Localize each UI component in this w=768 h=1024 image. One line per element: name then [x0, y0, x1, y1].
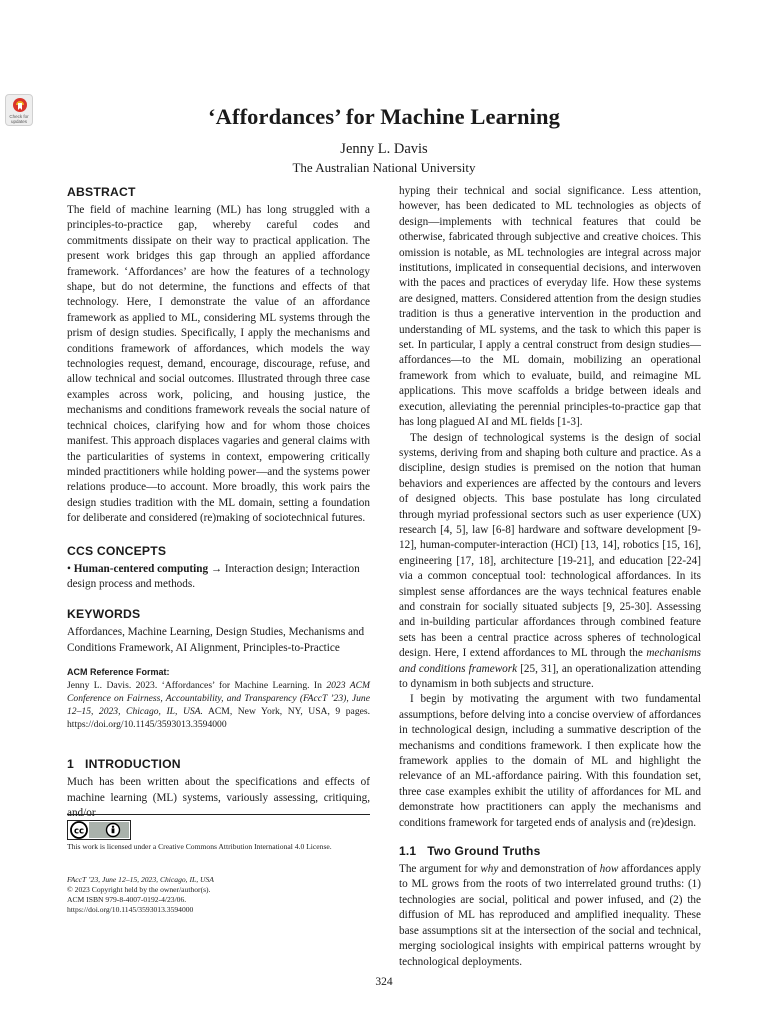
keywords-heading: KEYWORDS [67, 607, 141, 622]
keywords-body: Affordances, Machine Learning, Design Studies, Mechanisms and Conditions Framework, AI Alignment, Principles-to-Practice [67, 626, 365, 654]
paragraph-emphasis: mechanisms and conditions framework [399, 647, 701, 675]
body-paragraph-2 [399, 431, 701, 693]
paper-title: ‘Affordances’ for Machine Learning [208, 104, 560, 129]
body-paragraph-4 [399, 862, 701, 970]
ccs-bullet: • [67, 562, 71, 575]
abstract-body: The field of machine learning (ML) has long struggled with a principles-to-practice gap, whereby careful codes and commitments dissipate on their way to practical application. The present work bridges this gap through an applied affordance framework. ‘Affordances’ are how the features of a technology shape, but do not determine, the functions and effects of that technology. Here, I demonstrate the value of an affordance framework as applied to ML, considering ML systems through the prism of design studies. Specifically, I apply the mechanisms and conditions framework of affordances, which models the way technologies request, demand, encourage, discourage, refuse, and allow technical and social outcomes. Illustrated through three case examples across work, policing, and housing justice, the mechanisms and conditions framework reveals the social nature of technical choices, clarifying how and for whom those choices manifest. This approach displaces vagaries and general claims with the particularities of systems in context, empowering critically minded practitioners while holding power—and the systems power relations produce—to account. More broadly, this work pairs the design studies tradition with the ML domain, setting a foundation for deliberate and considered (re)making of sociotechnical futures. [67, 204, 370, 525]
paragraph-text: and demonstration of [498, 863, 600, 876]
paragraph-emphasis: why [480, 863, 499, 876]
ccs-body [67, 562, 370, 593]
body-paragraph-1: hyping their technical and social significance. Less attention, however, has been dedicated to ML technologies as objects of design—implements with technical features that could be otherwise, fabricated through subjective and creative choices. This omission is notable, as ML technologies are integral across major institutions, implicated in consequential decisions, and interwoven with the paces and practices of everyday life. How these systems are designed, matters. Considered attention from the design studies tradition is thus a generative intervention in the production and understanding of ML systems, and the task to which this paper is set. In particular, I apply a central construct from design studies—affordances—to the ML domain, mobilizing an operational framework from which to evaluate, build, and reimagine ML applications. This move scaffolds a bridge between ideals and execution, alleviating the perennial principles-to-practice gap that has long plagued AI and ML fields [1-3]. [399, 185, 701, 429]
acm-reference-text: Jenny L. Davis. 2023. ‘Affordances’ for Machine Learning. In [67, 680, 327, 692]
svg-text:cc: cc [73, 826, 85, 837]
author-affiliation: The Australian National University [292, 160, 476, 175]
conference-line: FAccT ’23, June 12–15, 2023, Chicago, IL, USA [67, 875, 214, 884]
copyright-line: © 2023 Copyright held by the owner/author(s). [67, 885, 211, 894]
section-title: INTRODUCTION [84, 757, 181, 772]
footnote-rule [67, 814, 370, 815]
author-name: Jenny L. Davis [340, 141, 428, 157]
subsection-title: Two Ground Truths [427, 844, 541, 859]
paragraph-text: The design of technological systems is the design of social systems, deriving from and shaping both culture and practice. As a discipline, design studies is premised on the notion that human behaviors and experiences are affected by the contours and levers of designed objects. This base postulate has long circulated through myriad professional sectors such as user experience (UX) research [4, 5], law [6-8] hardware and software development [9-12], human-computer-interaction (HCI) [13, 14], robotics [15, 16], engineering [17, 18], architecture [19-21], and education [22-24] via a common conceptual tool: technological affordances. In its simplest sense affordances are the ways technical features enable and constrain for socially situated subjects [9, 25-30]. Assessing and in-building particular affordances through combined feature sets has been a central practice across spheres of technological design. Here, I extend affordances to ML through the [399, 431, 701, 660]
badge-label: Check for updates [9, 114, 29, 124]
left-column [67, 184, 371, 819]
isbn-line: ACM ISBN 979-8-4007-0192-4/23/06. [67, 895, 187, 904]
paragraph-text: [25, 31], an operationalization attending to dynamism in both subjects and structure. [399, 662, 701, 690]
introduction-paragraph: Much has been written about the specifications and effects of machine learning (ML) systems, variously assessing, critiquing, and/or [67, 776, 370, 819]
creative-commons-license-icon[interactable] [67, 820, 131, 840]
acm-reference-heading: ACM Reference Format: [67, 667, 170, 678]
acm-reference-doi[interactable]: ACM, New York, NY, USA, 9 pages. https://doi.org/10.1145/3593013.3594000 [67, 706, 371, 731]
body-paragraph-3: I begin by motivating the argument with two fundamental assumptions, before delving into a concise overview of affordances in technological design, including a summative description of the mechanisms and conditions framework. I then explicate how the framework applies to the domain of ML and highlight the relevance of an ML-affordance pairing. With this foundation set, three case examples exhibit the utility of affordances for ML and demonstrate how practitioners can apply the mechanisms and conditions framework for targeted ends of analysis and (re)design. [399, 693, 701, 829]
ccs-heading: CCS CONCEPTS [67, 543, 167, 558]
subsection-number: 1.1 [399, 844, 417, 859]
ccs-term[interactable]: Human-centered computing [73, 562, 209, 575]
license-note: This work is licensed under a Creative Commons Attribution International 4.0 License. [67, 842, 332, 851]
subsection-heading [399, 843, 701, 859]
abstract-heading: ABSTRACT [67, 185, 136, 199]
page-number: 324 [375, 976, 393, 988]
introduction-heading [67, 756, 370, 772]
paragraph-text: affordances apply to ML grows from the roots of two interrelated ground truths: (1) technologies are social, political and power infused, and (2) the diffusion of ML has reproduced and amplified inequality. These base assumptions sit at the intersection of the social and technical, merging sociological insights with empirical patterns wrought by technological deployments. [399, 863, 702, 968]
paragraph-emphasis: how [599, 863, 619, 876]
doi-link[interactable]: https://doi.org/10.1145/3593013.3594000 [67, 905, 194, 914]
paragraph-text: The argument for [399, 863, 481, 876]
acm-reference-venue: 2023 ACM Conference on Fairness, Accountability, and Transparency (FAccT ’23), June 12–15, 2023, Chicago, IL, USA. [67, 680, 370, 718]
right-column [399, 184, 701, 970]
acm-reference-body [67, 679, 370, 731]
section-number: 1 [67, 757, 74, 772]
ccs-concepts: → Interaction design; Interaction design process and methods. [67, 562, 360, 590]
